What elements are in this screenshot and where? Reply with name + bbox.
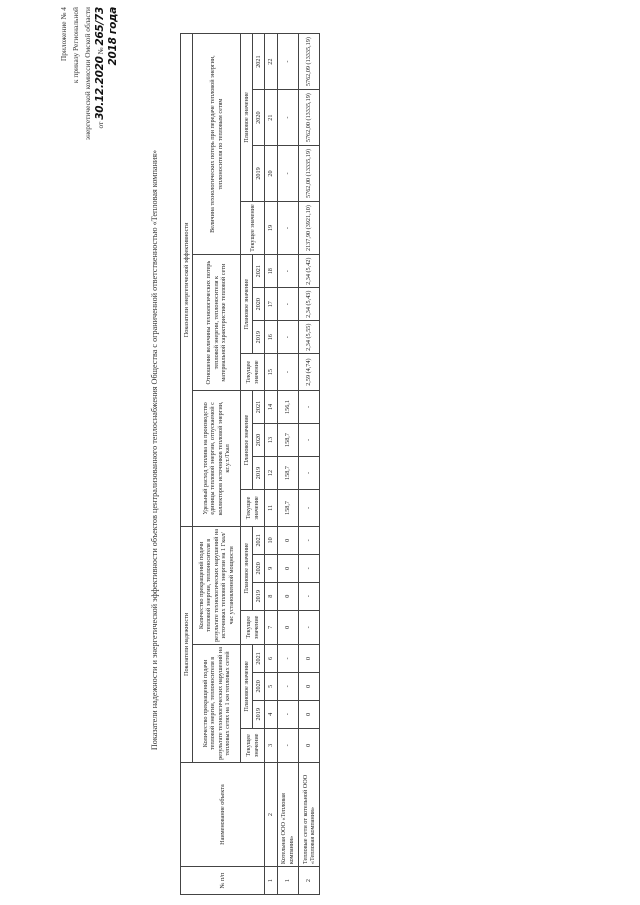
year-cell: 2020 (253, 288, 265, 321)
table-cell: 2137,90 (3921,10) (298, 201, 319, 254)
table-cell: 158,7 (277, 457, 298, 490)
year-cell: 2020 (253, 90, 265, 146)
header-name: Наименование объекта (181, 762, 265, 866)
year-cell: 2019 (253, 700, 265, 728)
year-cell: 2021 (253, 391, 265, 424)
table-cell: - (298, 554, 319, 582)
row-num: 2 (298, 867, 319, 895)
handwritten-year: 2018 года (107, 7, 119, 66)
appendix-order-ref: к приказу Региональной (71, 7, 80, 84)
column-number: 11 (265, 490, 277, 527)
table-cell: 0 (298, 672, 319, 700)
header-efficiency: Показатели энергетической эффективности (181, 34, 193, 527)
header-indicator-3: Удельный расход топлива на производство единицы тепловой энергии, отпускаемой с коллекторов источников тепловой энергии, кг.у.т./Гкал (193, 391, 240, 527)
header-indicator-4: Отношение величины технологических потерь тепловой энергии, теплоносителя к материальной характеристике тепловой сети (193, 255, 240, 391)
handwritten-date: 30.12.2020 (94, 56, 106, 120)
column-number: 18 (265, 255, 277, 288)
column-number: 1 (265, 867, 277, 895)
table-cell: - (277, 255, 298, 288)
date-prefix: от (96, 121, 105, 129)
table-cell: - (277, 90, 298, 146)
handwritten-number: 265/73 (94, 7, 106, 46)
header-indicator-2: Количество прекращений подачи тепловой энергии, теплоносителя в результате технологических нарушений на источниках тепловой энергии на 1 Гкал/час установленной мощности (193, 526, 240, 644)
year-cell: 2021 (253, 526, 265, 554)
header-indicator-5: Величина технологических потерь при передаче тепловой энергии, теплоносителя по тепловым сетям (193, 34, 240, 255)
column-number: 20 (265, 146, 277, 202)
table-cell: - (298, 610, 319, 644)
table-cell: - (298, 490, 319, 527)
row-num: 1 (277, 867, 298, 895)
table-cell: - (277, 672, 298, 700)
table-row-heat-network (298, 34, 319, 895)
table-cell: - (298, 391, 319, 424)
column-number: 4 (265, 700, 277, 728)
table-cell: 2,34 (5,55) (298, 321, 319, 354)
table-cell: 0 (298, 728, 319, 762)
column-number: 10 (265, 526, 277, 554)
table-cell: - (277, 728, 298, 762)
table-cell: - (277, 201, 298, 254)
table-cell: 5762,09 (13335,19) (298, 34, 319, 90)
table-cell: - (277, 34, 298, 90)
header-indicator-1: Количество прекращений подачи тепловой энергии, теплоносителя в результате технологических нарушений на тепловых сетях на 1 км тепловых сетей (193, 644, 240, 762)
table-cell: - (277, 321, 298, 354)
appendix-date-line (94, 7, 107, 197)
header-planned-4: Плановое значение (240, 255, 252, 354)
column-number: 19 (265, 201, 277, 254)
header-current-4: Текущее значение (240, 354, 265, 391)
table-cell: - (298, 457, 319, 490)
table-cell: 158,7 (277, 424, 298, 457)
year-cell: 2019 (253, 457, 265, 490)
table-cell: 2,59 (4,74) (298, 354, 319, 391)
year-cell: 2020 (253, 672, 265, 700)
column-number: 3 (265, 728, 277, 762)
column-number: 15 (265, 354, 277, 391)
table-cell: 156,1 (277, 391, 298, 424)
year-cell: 2021 (253, 34, 265, 90)
table-cell: - (277, 700, 298, 728)
table-cell: - (277, 354, 298, 391)
column-number: 8 (265, 582, 277, 610)
table-cell: 2,34 (5,43) (298, 288, 319, 321)
document-title: Показатели надежности и энергетической эффективности объектов централизованного теплоснабжения Общества с ограниченной ответственностью «Тепловая компания» (150, 149, 159, 751)
column-number: 2 (265, 762, 277, 866)
column-number: 21 (265, 90, 277, 146)
table-cell: 5762,00 (13335,19) (298, 146, 319, 202)
appendix-number: Приложение № 4 (59, 7, 68, 62)
table-cell: 0 (277, 526, 298, 554)
table-cell: 2,34 (5,42) (298, 255, 319, 288)
year-cell: 2020 (253, 554, 265, 582)
year-cell: 2021 (253, 255, 265, 288)
year-cell: 2021 (253, 644, 265, 672)
row-object-name: Тепловые сети от котельной ООО «Тепловая компания» (298, 762, 319, 866)
column-number: 6 (265, 644, 277, 672)
table-cell: - (277, 288, 298, 321)
table-cell: 5762,00 (13335,19) (298, 90, 319, 146)
row-object-name: Котельная ООО «Тепловая компания» (277, 762, 298, 866)
table-cell: 158,7 (277, 490, 298, 527)
column-number: 9 (265, 554, 277, 582)
approval-block (58, 7, 119, 197)
year-cell: 2019 (253, 582, 265, 610)
header-planned-2: Плановое значение (240, 526, 252, 610)
year-cell: 2020 (253, 424, 265, 457)
table-cell: - (298, 526, 319, 554)
header-reliability: Показатели надежности (181, 526, 193, 762)
header-planned-3: Плановое значение (240, 391, 252, 490)
column-number: 16 (265, 321, 277, 354)
table-cell: - (298, 582, 319, 610)
column-number: 14 (265, 391, 277, 424)
year-cell: 2019 (253, 321, 265, 354)
table-cell: - (298, 424, 319, 457)
column-number-row (265, 34, 277, 895)
header-planned-1: Плановое значение (240, 644, 252, 728)
table-cell: 0 (277, 610, 298, 644)
header-current-2: Текущее значение (240, 610, 265, 644)
table-cell: 0 (277, 582, 298, 610)
header-current-3: Текущее значение (240, 490, 265, 527)
header-row-groups (181, 34, 193, 895)
table-cell: 0 (277, 554, 298, 582)
table-cell: - (277, 644, 298, 672)
header-current-1: Текущее значение (240, 728, 265, 762)
column-number: 13 (265, 424, 277, 457)
appendix-commission: энергетической комиссии Омской области (83, 7, 92, 141)
header-num: № п/п (181, 867, 265, 895)
column-number: 12 (265, 457, 277, 490)
table-cell: - (277, 146, 298, 202)
number-prefix: № (96, 47, 105, 55)
header-current-5: Текущее значение (240, 201, 265, 254)
table-cell: 0 (298, 700, 319, 728)
indicators-table (180, 33, 320, 895)
table-cell: 0 (298, 644, 319, 672)
column-number: 22 (265, 34, 277, 90)
table-row-boiler (277, 34, 298, 895)
column-number: 7 (265, 610, 277, 644)
column-number: 17 (265, 288, 277, 321)
header-planned-5: Плановое значение (240, 34, 252, 202)
column-number: 5 (265, 672, 277, 700)
year-cell: 2019 (253, 146, 265, 202)
